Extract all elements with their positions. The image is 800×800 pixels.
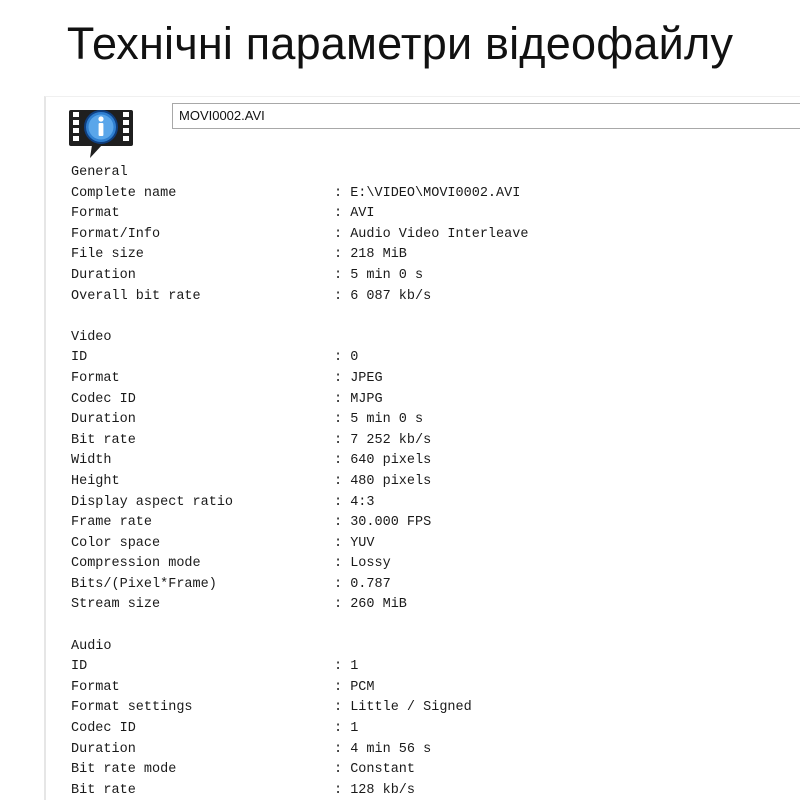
row-value: 128 kb/s — [350, 782, 416, 798]
row-label: Stream size — [71, 597, 161, 613]
row-separator: : — [334, 659, 351, 675]
mediainfo-window — [44, 96, 800, 800]
report-row — [71, 369, 791, 390]
row-value: 5 min 0 s — [350, 267, 424, 283]
report-row — [71, 204, 791, 225]
report-row — [71, 287, 791, 308]
row-label: Codec ID — [71, 391, 136, 407]
row-separator: : — [334, 432, 351, 448]
report-row — [71, 657, 791, 678]
report-row — [71, 534, 791, 555]
row-value: Little / Signed — [350, 700, 472, 716]
row-label: Bit rate — [71, 782, 136, 798]
row-separator: : — [334, 515, 351, 531]
row-value: AVI — [350, 206, 375, 222]
row-label: Bit rate — [71, 432, 136, 448]
row-value: PCM — [350, 679, 375, 695]
row-label: Format — [71, 206, 120, 222]
info-film-icon — [68, 103, 134, 161]
row-separator: : — [334, 679, 351, 695]
row-label: Duration — [71, 267, 136, 283]
row-separator: : — [334, 247, 351, 263]
row-separator: : — [334, 721, 351, 737]
report-row — [71, 595, 791, 616]
row-value: MJPG — [350, 391, 383, 407]
row-separator: : — [334, 535, 351, 551]
report-row — [71, 451, 791, 472]
report-row — [71, 431, 791, 452]
report-row — [71, 740, 791, 761]
row-label: Format — [71, 679, 120, 695]
row-value: 5 min 0 s — [350, 412, 424, 428]
row-separator: : — [334, 782, 351, 798]
report-row — [71, 245, 791, 266]
section-video — [71, 328, 791, 616]
row-separator: : — [334, 267, 351, 283]
row-value: 260 MiB — [350, 597, 407, 613]
row-value: 0.787 — [350, 576, 391, 592]
row-label: Format/Info — [71, 226, 161, 242]
row-separator: : — [334, 288, 351, 304]
row-label: Codec ID — [71, 721, 136, 737]
report-row — [71, 410, 791, 431]
row-label: Duration — [71, 741, 136, 757]
row-label: Frame rate — [71, 515, 153, 531]
row-separator: : — [334, 370, 351, 386]
row-separator: : — [334, 576, 351, 592]
row-label: Width — [71, 453, 112, 469]
row-value: 6 087 kb/s — [350, 288, 432, 304]
row-label: Format — [71, 370, 120, 386]
report-row — [71, 554, 791, 575]
slide-title: Технічні параметри відеофайлу — [66, 18, 734, 69]
row-label: Duration — [71, 412, 136, 428]
row-value: 1 — [350, 721, 359, 737]
row-separator: : — [334, 597, 351, 613]
report-row — [71, 472, 791, 493]
row-value: Lossy — [350, 556, 391, 572]
row-label: Height — [71, 473, 120, 489]
row-separator: : — [334, 391, 351, 407]
report-row — [71, 184, 791, 205]
report-row — [71, 348, 791, 369]
row-value: YUV — [350, 535, 375, 551]
row-label: Format settings — [71, 700, 193, 716]
filename-field[interactable]: MOVI0002.AVI — [172, 103, 800, 129]
row-separator: : — [334, 350, 351, 366]
row-value: 1 — [350, 659, 359, 675]
report-row — [71, 575, 791, 596]
row-value: Audio Video Interleave — [350, 226, 529, 242]
row-value: 218 MiB — [350, 247, 407, 263]
row-separator: : — [334, 762, 351, 778]
row-label: Bits/(Pixel*Frame) — [71, 576, 217, 592]
row-label: Color space — [71, 535, 161, 551]
row-value: 4 min 56 s — [350, 741, 432, 757]
section-header: Video — [71, 329, 112, 345]
row-separator: : — [334, 556, 351, 572]
row-label: ID — [71, 350, 88, 366]
row-value: 0 — [350, 350, 359, 366]
row-value: 30.000 FPS — [350, 515, 432, 531]
section-header: General — [71, 165, 128, 180]
row-label: Overall bit rate — [71, 288, 201, 304]
row-separator: : — [334, 453, 351, 469]
row-separator: : — [334, 700, 351, 716]
row-value: 480 pixels — [350, 473, 432, 489]
row-value: Constant — [350, 762, 416, 778]
row-separator: : — [334, 206, 351, 222]
section-audio — [71, 637, 791, 800]
row-value: 640 pixels — [350, 453, 432, 469]
row-label: Compression mode — [71, 556, 201, 572]
row-label: Bit rate mode — [71, 762, 177, 778]
row-label: File size — [71, 247, 144, 263]
row-separator: : — [334, 494, 351, 510]
section-general — [71, 163, 791, 307]
row-value: 4:3 — [350, 494, 375, 510]
row-separator: : — [334, 741, 351, 757]
report-row — [71, 513, 791, 534]
row-label: Display aspect ratio — [71, 494, 234, 510]
row-separator: : — [334, 226, 351, 242]
row-value: JPEG — [350, 370, 383, 386]
row-separator: : — [334, 412, 351, 428]
row-separator: : — [334, 473, 351, 489]
report-row — [71, 390, 791, 411]
report-row — [71, 225, 791, 246]
row-value: 7 252 kb/s — [350, 432, 432, 448]
report-row — [71, 698, 791, 719]
report-row — [71, 719, 791, 740]
section-header: Audio — [71, 638, 112, 654]
row-separator: : — [334, 185, 351, 201]
row-label: Complete name — [71, 185, 177, 201]
report-row — [71, 266, 791, 287]
mediainfo-report — [71, 163, 791, 800]
report-row — [71, 678, 791, 699]
row-label: ID — [71, 659, 88, 675]
report-row — [71, 760, 791, 781]
row-value: E:\VIDEO\MOVI0002.AVI — [350, 185, 521, 201]
report-row — [71, 493, 791, 514]
report-row — [71, 781, 791, 800]
